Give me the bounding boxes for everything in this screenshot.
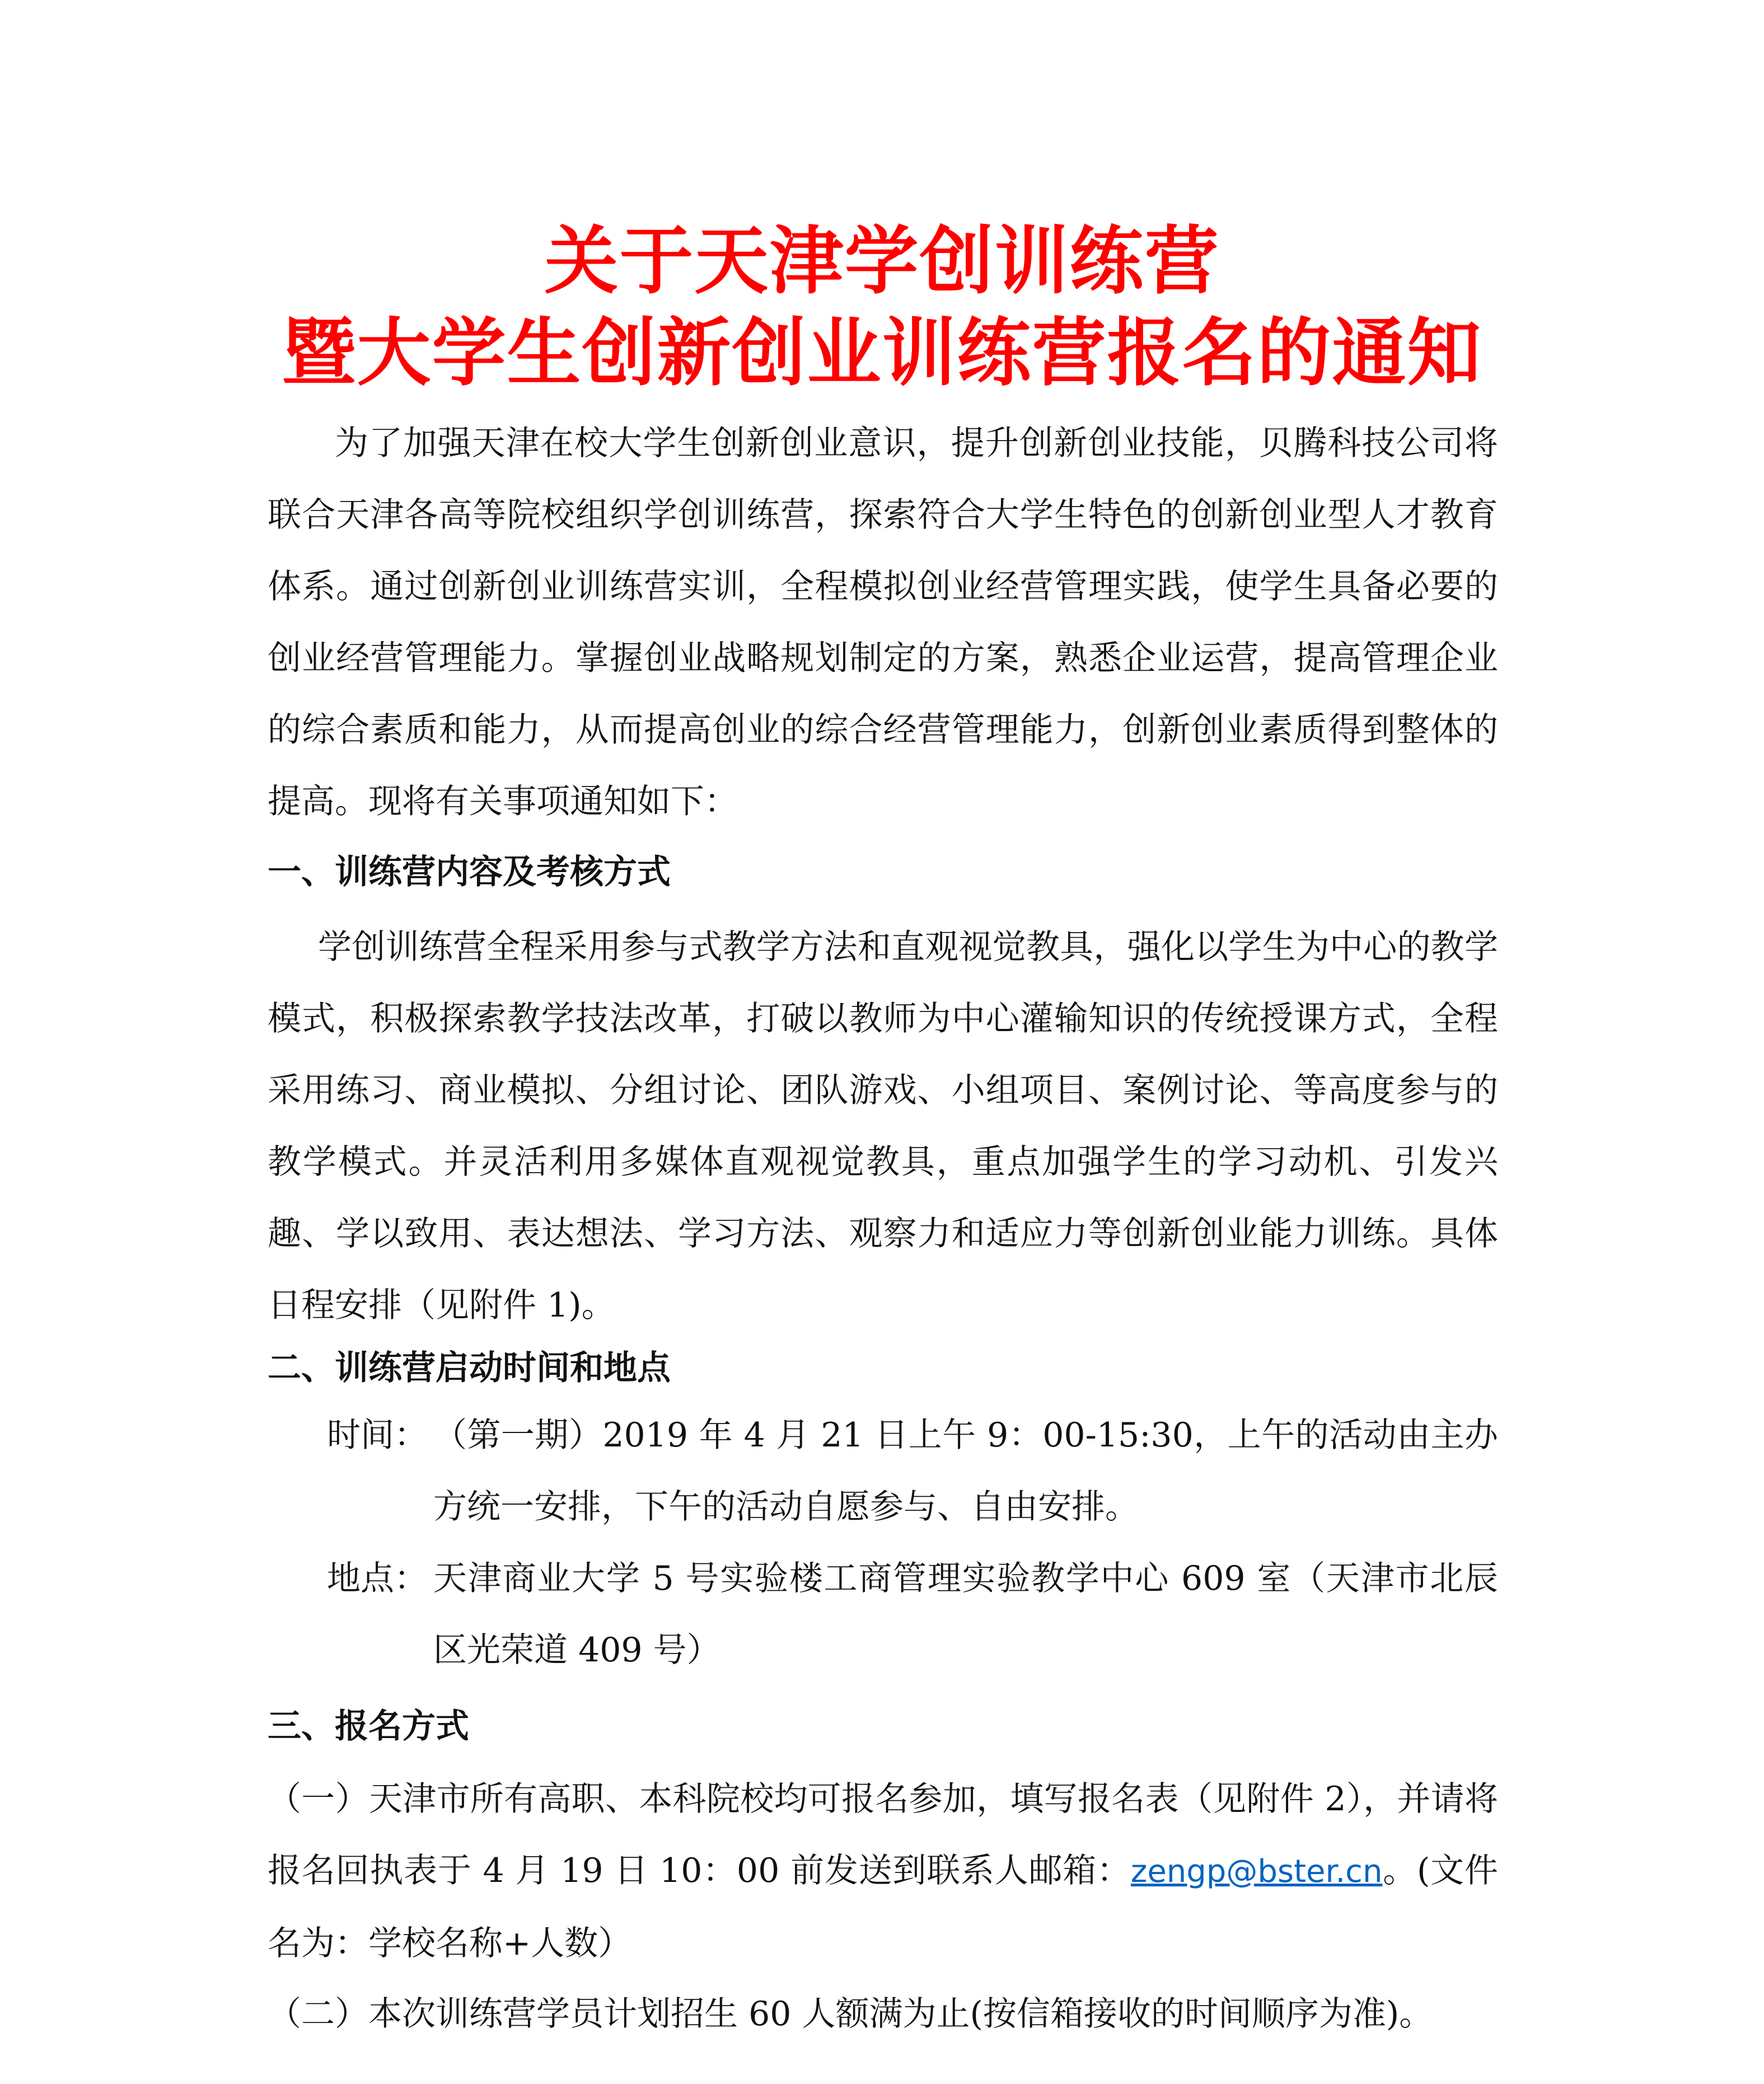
registration-item-1-text: （一）天津市所有高职、本科院校均可报名参加，填写报名表（见附件 2），并请将报名回执表于 4 月 19 日 10：00 前发送到联系人邮箱： — [268, 1779, 1498, 1890]
registration-item-1-tail: 。(文件名为：学校名称+人数） — [268, 1851, 1498, 1963]
registration-item-2: （二）本次训练营学员计划招生 60 人额满为止(按信箱接收的时间顺序为准)。 — [268, 1994, 1433, 2034]
section-3-heading: 三、报名方式 — [268, 1707, 469, 1746]
notice-title-line-1: 关于天津学创训练营 — [544, 218, 1220, 305]
contact-email-link[interactable]: zengp@bster.cn — [1130, 1853, 1383, 1890]
section-1-heading: 一、训练营内容及考核方式 — [268, 853, 671, 892]
time-label: 时间： — [327, 1416, 428, 1455]
registration-item-1 — [268, 1763, 1498, 1979]
notice-title-line-2: 暨大学生创新创业训练营报名的通知 — [282, 310, 1482, 396]
place-item — [327, 1543, 1498, 1686]
time-text: （第一期）2019 年 4 月 21 日上午 9：00-15:30，上午的活动由主办方统一安排，下午的活动自愿参与、自由安排。 — [433, 1416, 1498, 1526]
intro-paragraph: 为了加强天津在校大学生创新创业意识，提升创新创业技能，贝腾科技公司将联合天津各高等院校组织学创训练营，探索符合大学生特色的创新创业型人才教育体系。通过创新创业训练营实训，全程模拟创业经营管理实践，使学生具备必要的创业经营管理能力。掌握创业战略规划制定的方案，熟悉企业运营，提高管理企业的综合素质和能力，从而提高创业的综合经营管理能力，创新创业素质得到整体的提高。现将有关事项通知如下： — [268, 424, 1498, 821]
section-2-heading: 二、训练营启动时间和地点 — [268, 1348, 671, 1388]
section-1-paragraph: 学创训练营全程采用参与式教学方法和直观视觉教具，强化以学生为中心的教学模式，积极探索教学技法改革，打破以教师为中心灌输知识的传统授课方式，全程采用练习、商业模拟、分组讨论、团队游戏、小组项目、案例讨论、等高度参与的教学模式。并灵活利用多媒体直观视觉教具，重点加强学生的学习动机、引发兴趣、学以致用、表达想法、学习方法、观察力和适应力等创新创业能力训练。具体日程安排（见附件 1)。 — [268, 928, 1498, 1325]
place-label: 地点： — [327, 1559, 428, 1598]
time-item — [327, 1399, 1498, 1543]
place-text: 天津商业大学 5 号实验楼工商管理实验教学中心 609 室（天津市北辰区光荣道 409 号） — [433, 1559, 1498, 1670]
